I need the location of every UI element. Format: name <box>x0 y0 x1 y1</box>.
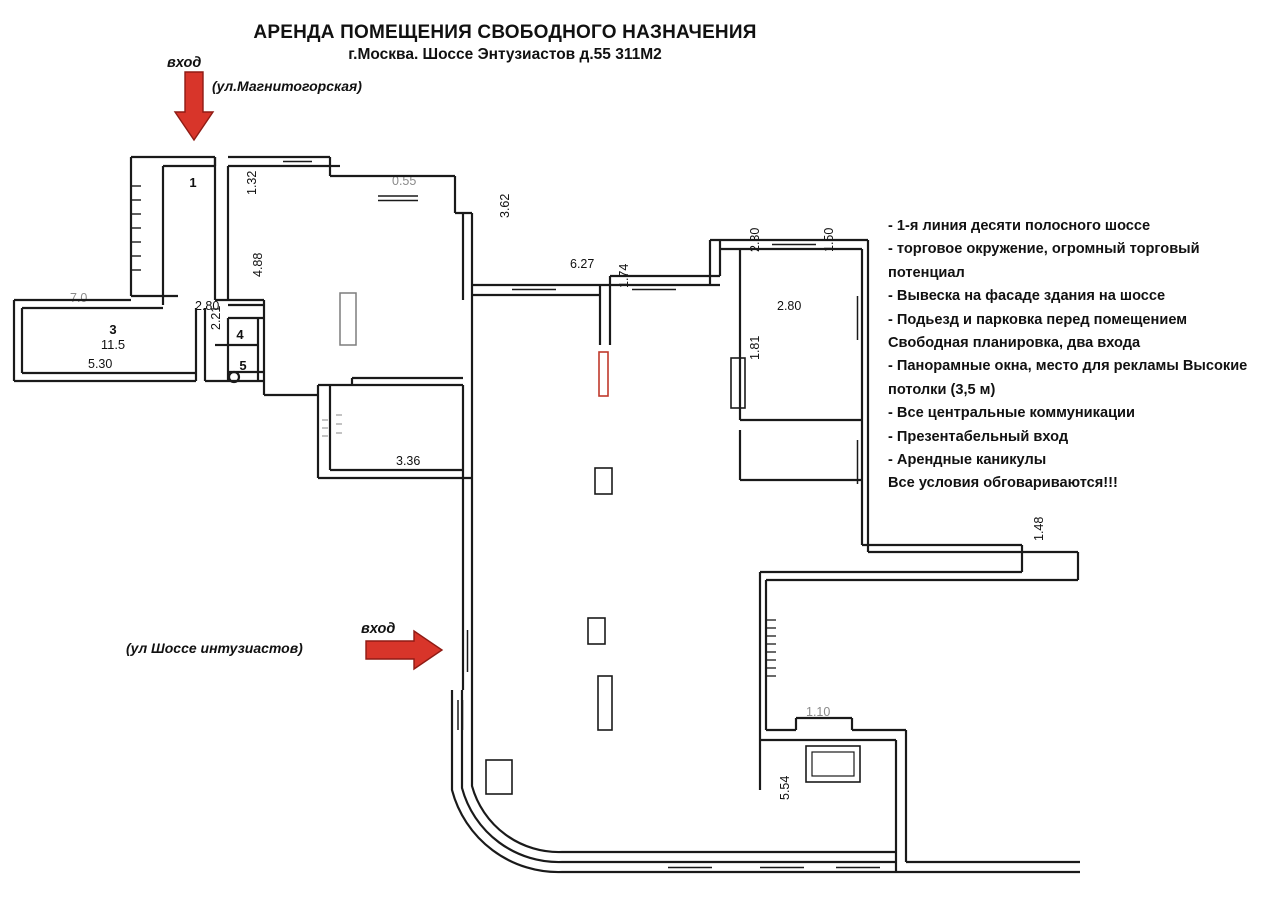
feature-item: - Презентабельный вход <box>888 428 1069 445</box>
feature-item: - 1-я линия десяти полосного шоссе <box>888 218 1151 234</box>
feature-item: - Арендные каникулы <box>888 452 1047 469</box>
feature-item: - Все центральные коммуникации <box>888 405 1135 422</box>
dimension-7-0: 7.0 <box>70 291 88 305</box>
feature-item: - Вывеска на фасаде здания на шоссе <box>888 288 1166 305</box>
street-top-label: (ул.Магнитогорская) <box>212 78 362 94</box>
feature-item: Все условия обговариваются!!! <box>888 475 1118 492</box>
dimension-6-27: 6.27 <box>570 257 595 271</box>
room-number-4: 4 <box>236 327 244 342</box>
entrance-bottom-label: вход <box>361 621 396 637</box>
page-title: АРЕНДА ПОМЕЩЕНИЯ СВОБОДНОГО НАЗНАЧЕНИЯ <box>253 22 757 43</box>
dimension-2-80-left: 2.80 <box>195 299 220 313</box>
dimension-1-32: 1.32 <box>245 170 259 195</box>
dimension-4-88: 4.88 <box>251 252 265 277</box>
dimension-5-30: 5.30 <box>88 357 113 371</box>
dimension-2-21: 2.21 <box>209 305 223 330</box>
dimension-1-48: 1.48 <box>1032 516 1046 541</box>
dimension-1-81: 1.81 <box>748 335 762 360</box>
room-number-1: 1 <box>189 175 197 190</box>
street-bottom-label: (ул Шоссе интузиастов) <box>126 640 303 656</box>
plan-walls <box>14 157 1080 872</box>
dimension-1-50: 1.50 <box>822 227 836 252</box>
page-subtitle: г.Москва. Шоссе Энтузиастов д.55 311М2 <box>348 46 662 63</box>
dimension-3-36: 3.36 <box>396 454 421 468</box>
entrance-arrow-bottom <box>366 631 442 669</box>
feature-item: - Панорамные окна, место для рекламы Высокие потолки (3,5 м) <box>888 358 1248 398</box>
dimension-2-80-right: 2.80 <box>777 299 802 313</box>
dimension-0-55: 0.55 <box>392 174 417 188</box>
dimension-1-10: 1.10 <box>806 705 831 719</box>
feature-item: - торговое окружение, огромный торговый потенциал <box>888 241 1200 281</box>
entrance-top-label: вход <box>167 55 202 71</box>
dimension-5-54: 5.54 <box>778 775 792 800</box>
entrance-arrow-top <box>175 72 213 140</box>
dimension-2-30: 2.30 <box>748 227 762 252</box>
dimension-1-74: 1.74 <box>617 263 631 288</box>
room-number-3: 3 <box>109 322 117 337</box>
room-area-3: 11.5 <box>100 337 126 352</box>
dimension-3-62: 3.62 <box>498 193 512 218</box>
feature-item: - Подьезд и парковка перед помещением Свободная планировка, два входа <box>888 311 1188 352</box>
room-number-5: 5 <box>239 358 247 373</box>
